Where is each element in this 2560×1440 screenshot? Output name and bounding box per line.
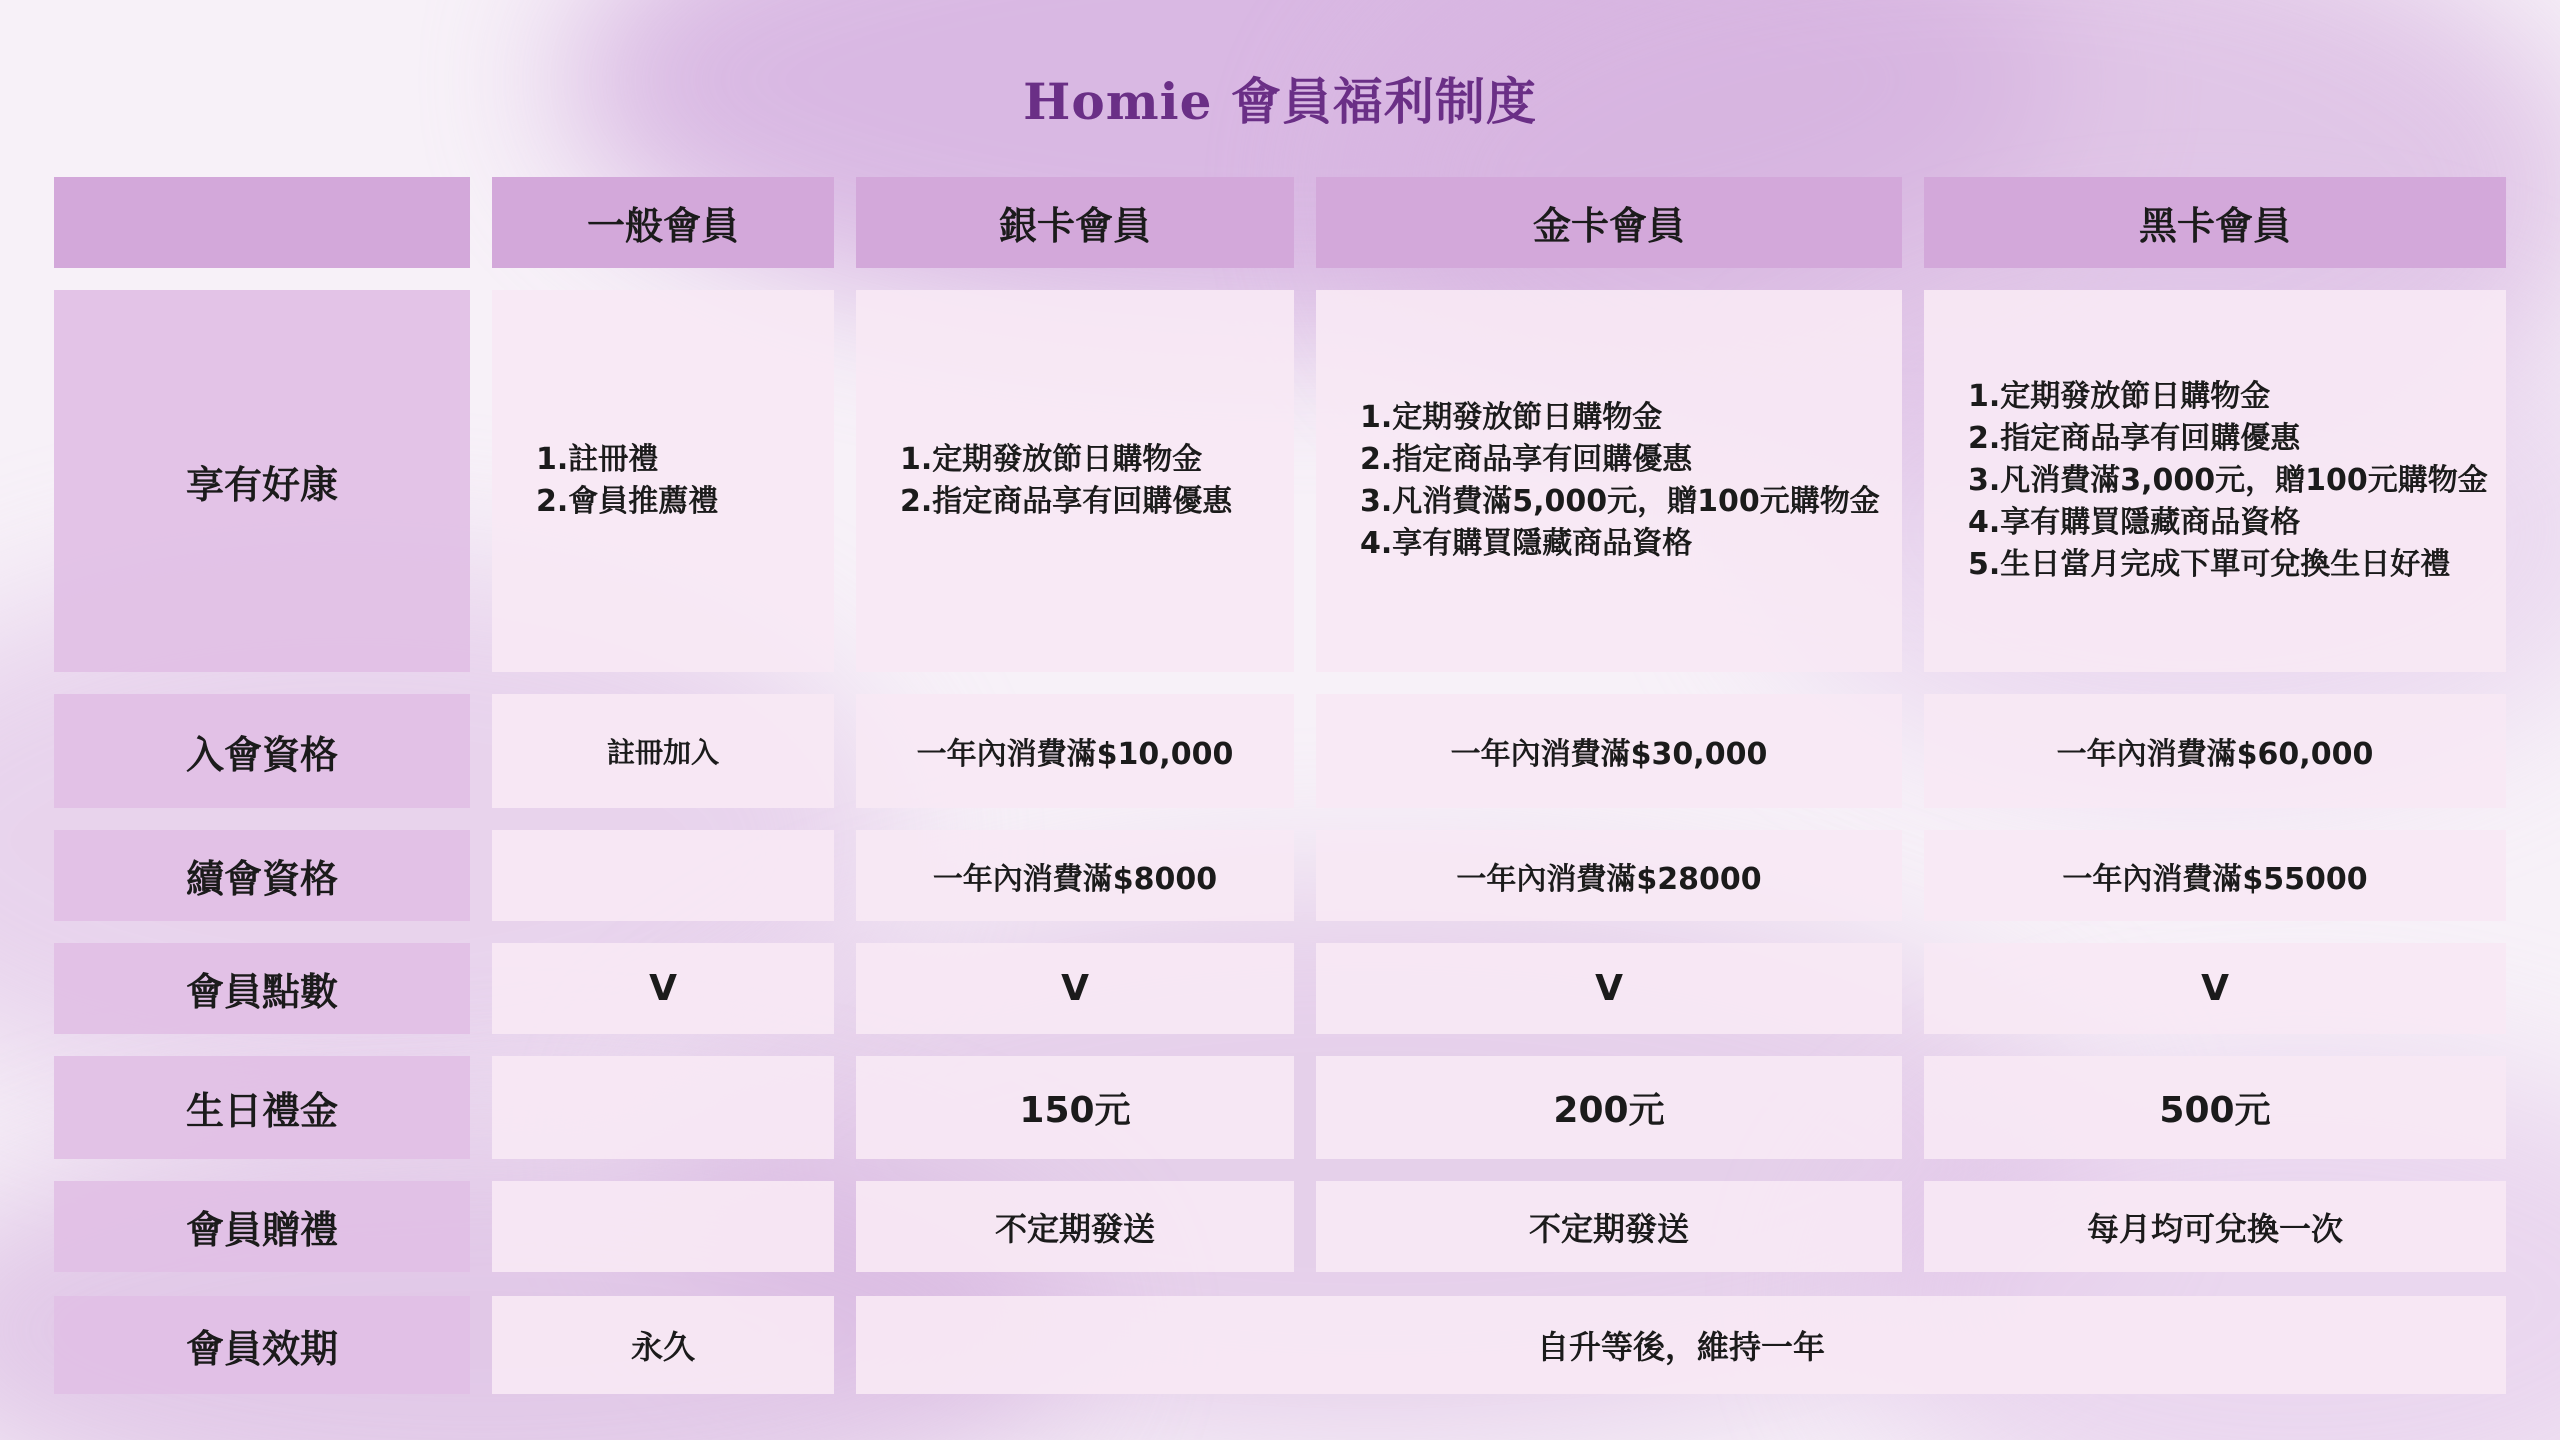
benefit-line: 1.定期發放節日購物金 [1360,400,1663,435]
row-label-gift: 會員贈禮 [54,1181,470,1272]
renew-silver: 一年內消費滿$8000 [856,830,1294,921]
points-gold: V [1316,943,1902,1034]
birthday-general [492,1056,834,1159]
renew-black: 一年內消費滿$55000 [1924,830,2506,921]
benefit-line: 4.享有購買隱藏商品資格 [1968,505,2301,540]
benefit-line: 2.指定商品享有回購優惠 [1968,421,2301,456]
gift-gold: 不定期發送 [1316,1181,1902,1272]
benefit-line: 1.註冊禮 [536,442,659,477]
row-label-birthday: 生日禮金 [54,1056,470,1159]
gift-black: 每月均可兌換一次 [1924,1181,2506,1272]
benefit-line: 1.定期發放節日購物金 [1968,379,2271,414]
benefit-line: 3.凡消費滿5,000元，贈100元購物金 [1360,484,1880,519]
birthday-black: 500元 [1924,1056,2506,1159]
benefit-line: 4.享有購買隱藏商品資格 [1360,526,1693,561]
benefit-line: 3.凡消費滿3,000元，贈100元購物金 [1968,463,2488,498]
header-corner [54,177,470,268]
benefit-line: 5.生日當月完成下單可兌換生日好禮 [1968,547,2451,582]
gift-general [492,1181,834,1272]
points-general: V [492,943,834,1034]
row-label-points: 會員點數 [54,943,470,1034]
join-silver: 一年內消費滿$10,000 [856,694,1294,808]
birthday-gold: 200元 [1316,1056,1902,1159]
benefits-silver [856,290,1294,672]
benefits-gold [1316,290,1902,672]
join-gold: 一年內消費滿$30,000 [1316,694,1902,808]
row-label-validity: 會員效期 [54,1296,470,1394]
benefit-line: 2.會員推薦禮 [536,484,719,519]
gift-silver: 不定期發送 [856,1181,1294,1272]
join-black: 一年內消費滿$60,000 [1924,694,2506,808]
row-label-renew: 續會資格 [54,830,470,921]
header-general-member: 一般會員 [492,177,834,268]
benefit-line: 1.定期發放節日購物金 [900,442,1203,477]
row-label-join: 入會資格 [54,694,470,808]
header-gold-member: 金卡會員 [1316,177,1902,268]
benefits-black [1924,290,2506,672]
birthday-silver: 150元 [856,1056,1294,1159]
validity-general: 永久 [492,1296,834,1394]
join-general: 註冊加入 [492,694,834,808]
renew-gold: 一年內消費滿$28000 [1316,830,1902,921]
validity-upgraded: 自升等後，維持一年 [856,1296,2506,1394]
renew-general [492,830,834,921]
header-black-member: 黑卡會員 [1924,177,2506,268]
page-title: Homie 會員福利制度 [1023,72,1537,131]
points-black: V [1924,943,2506,1034]
header-silver-member: 銀卡會員 [856,177,1294,268]
benefit-line: 2.指定商品享有回購優惠 [900,484,1233,519]
points-silver: V [856,943,1294,1034]
benefit-line: 2.指定商品享有回購優惠 [1360,442,1693,477]
benefits-general [492,290,834,672]
row-label-benefits: 享有好康 [54,290,470,672]
